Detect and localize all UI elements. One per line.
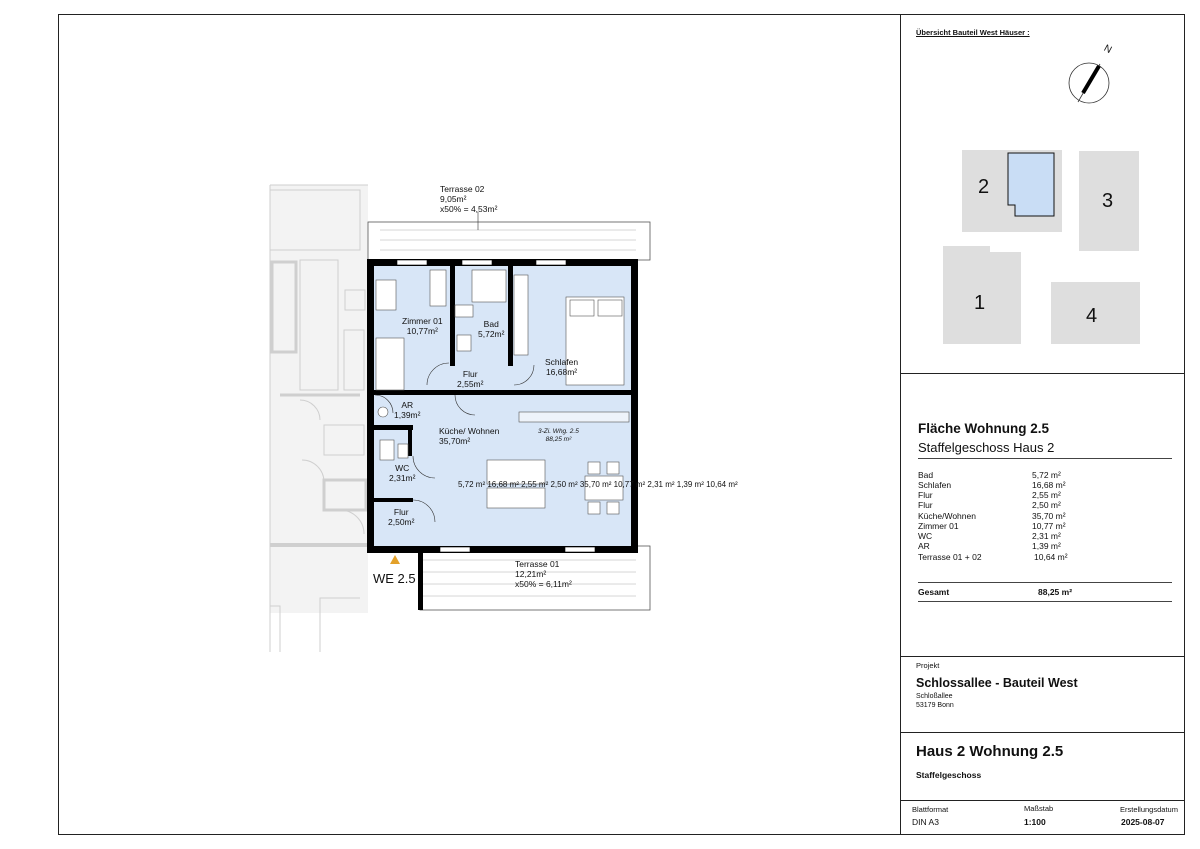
room-label-flur-2: Flur 2,50m² [388,507,415,527]
area-row-value: 5,72 m² [1032,470,1061,480]
room-label-terrasse-02: Terrasse 02 9,05m² x50% = 4,53m² [440,184,498,214]
room-label-terrasse-01: Terrasse 01 12,21m² x50% = 6,11m² [515,559,572,589]
format-label: Blattformat [912,805,949,814]
area-row-label: Flur [918,490,933,500]
area-total-label: Gesamt [918,587,950,597]
area-row-value: 10,77 m² [1032,521,1066,531]
house-label: 2 [978,176,990,198]
project-name: Schlossallee - Bauteil West [916,676,1078,690]
area-row-label: Schlafen [918,480,952,490]
project-city: 53179 Bonn [916,702,954,709]
room-label-wc: WC 2,31m² [389,463,416,483]
area-row-value: 1,39 m² [1032,541,1061,551]
area-rule [918,458,1172,459]
scale-label: Maßstab [1024,804,1054,813]
area-rule [918,582,1172,583]
room-label-flur: Flur 2,55m² [457,369,484,389]
neighbour-plan-ghost [270,185,370,652]
house-label: 3 [1102,190,1114,212]
area-subtitle: Staffelgeschoss Haus 2 [918,440,1055,455]
room-label-zimmer-01: Zimmer 01 10,77m² [402,316,443,336]
entrance-label: WE 2.5 [373,571,416,586]
area-row-label: Bad [918,470,934,480]
terrace-02 [368,222,650,260]
project-label: Projekt [916,661,940,670]
area-total-value: 88,25 m² [1038,587,1073,597]
area-row-label: WC [918,531,933,541]
apartment-tag: 3-Zi. Whg. 2.5 88,25 m² [538,428,579,443]
date-label: Erstellungsdatum [1120,805,1178,814]
date-value: 2025-08-07 [1121,817,1165,827]
area-title: Fläche Wohnung 2.5 [918,421,1050,436]
project-street: Schloßallee [916,693,953,700]
area-row-label: Zimmer 01 [918,521,959,531]
room-label-ar: AR 1,39m² [394,400,421,420]
area-row-label: Flur [918,500,933,510]
overview-title: Übersicht Bauteil West Häuser : [916,28,1030,37]
house-label: 4 [1086,305,1098,327]
area-row-label: Terrasse 01 + 02 [918,552,982,562]
unit-title: Haus 2 Wohnung 2.5 [916,743,1064,760]
area-row-value: 35,70 m² [1032,511,1066,521]
north-label: N [1101,42,1114,57]
scale-value: 1:100 [1024,817,1046,827]
room-label-kueche-wohnen: Küche/ Wohnen 35,70m² [439,426,500,446]
area-row-label: Küche/Wohnen [918,511,976,521]
unit-floor: Staffelgeschoss [916,770,982,780]
room-label-schlafen: Schlafen 16,68m² [545,357,579,377]
area-row-label: AR [918,541,930,551]
area-strip: 5,72 m² 16,68 m² 2,55 m² 2,50 m² 35,70 m² 10,77 m² 2,31 m² 1,39 m² 10,64 m² [458,480,738,489]
room-label-bad: Bad 5,72m² [478,319,505,339]
house-label: 1 [974,292,986,314]
area-row-value: 2,55 m² [1032,490,1061,500]
area-row-value: 16,68 m² [1032,480,1066,490]
area-row-value: 2,50 m² [1032,500,1061,510]
format-value: DIN A3 [912,817,939,827]
area-rule [918,601,1172,602]
entrance-triangle-icon [390,555,400,564]
area-row-value: 10,64 m² [1034,552,1068,562]
area-row-value: 2,31 m² [1032,531,1061,541]
